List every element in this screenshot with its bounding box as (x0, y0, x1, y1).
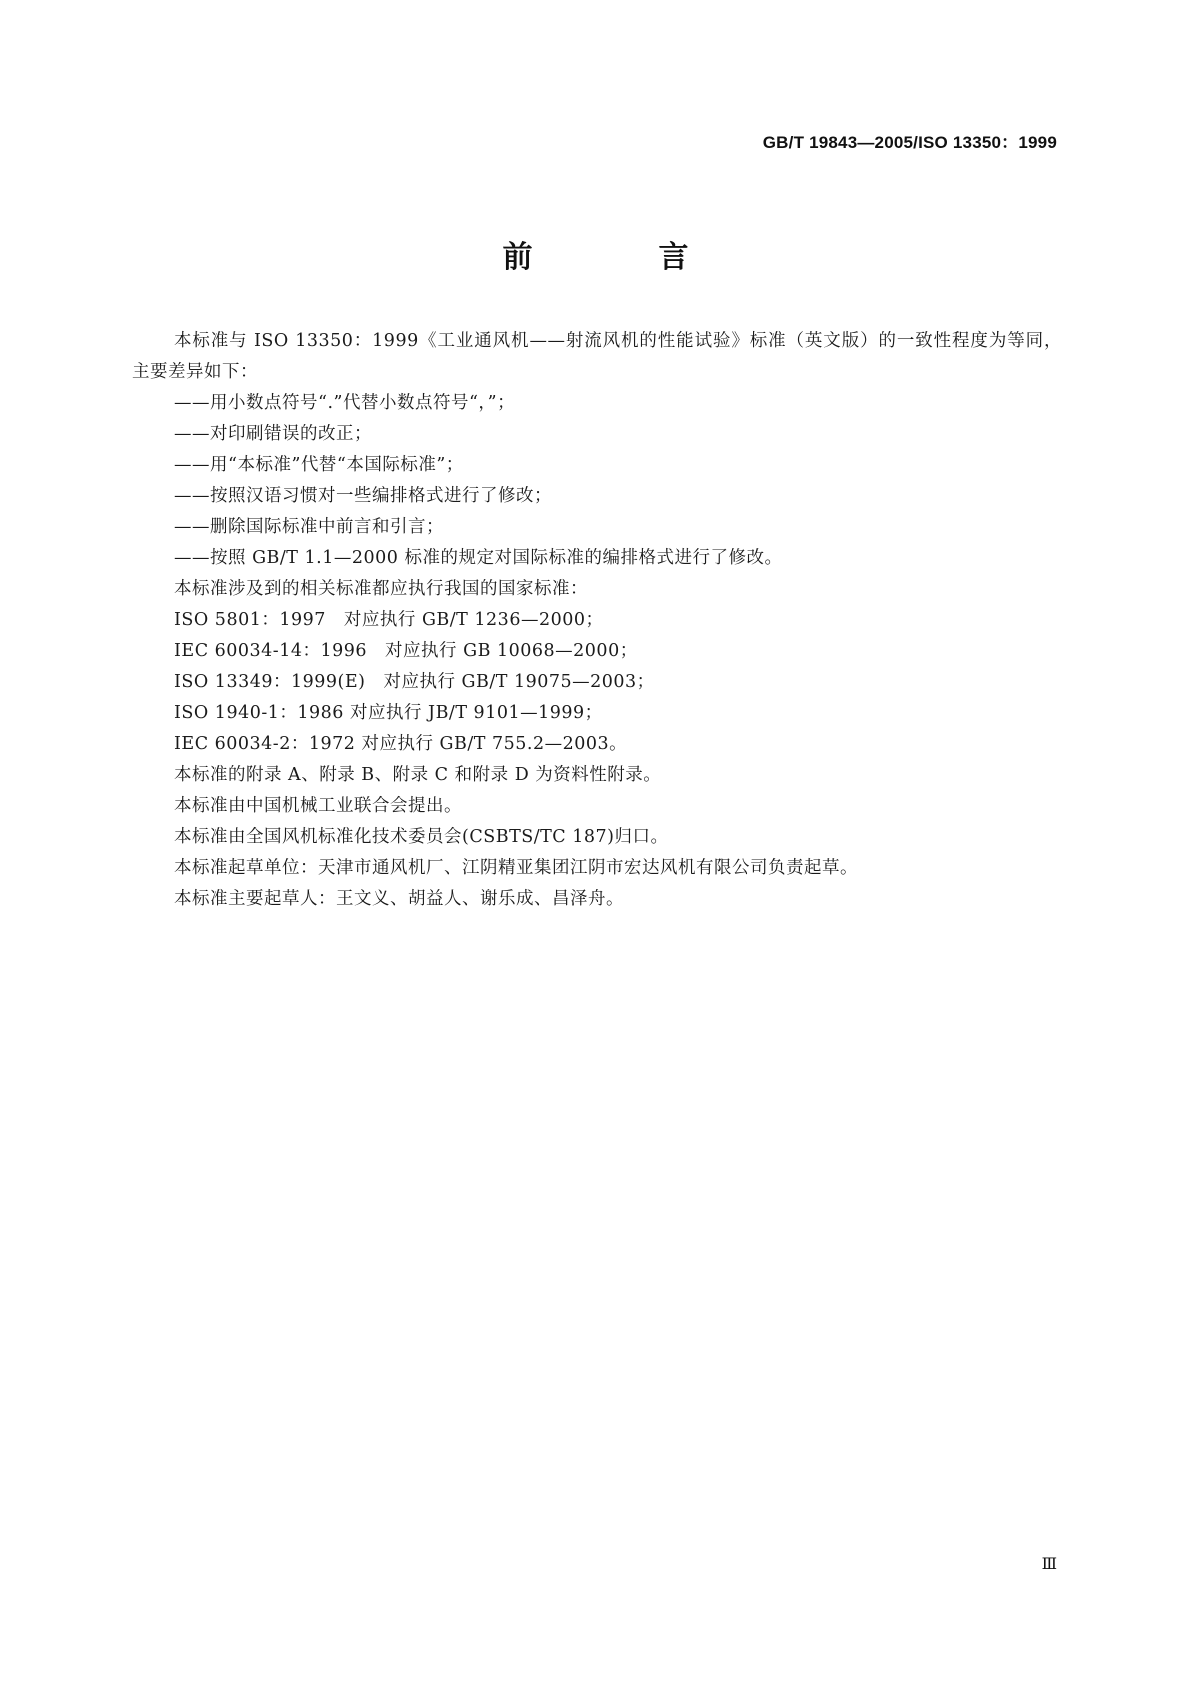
correspondence-item: IEC 60034-2：1972 对应执行 GB/T 755.2—2003。 (174, 734, 628, 754)
difference-item: ——用“本标准”代替“本国际标准”； (174, 455, 464, 475)
page-title: 前 言 (502, 240, 737, 275)
correspondence-item: IEC 60034-14：1996 对应执行 GB 10068—2000； (174, 641, 638, 661)
foreword-body (132, 326, 1062, 915)
standard-code: GB/T 19843—2005/ISO 13350：1999 (762, 133, 1057, 152)
closing-line: 本标准由中国机械工业联合会提出。 (174, 796, 462, 816)
closing-line: 本标准起草单位：天津市通风机厂、江阴精亚集团江阴市宏达风机有限公司负责起草。 (174, 858, 858, 878)
intro-paragraph: 本标准与 ISO 13350：1999《工业通风机——射流风机的性能试验》标准（英文版）的一致性程度为等同，主要差异如下： (132, 331, 1062, 382)
closing-line: 本标准的附录 A、附录 B、附录 C 和附录 D 为资料性附录。 (174, 765, 662, 785)
difference-item: ——按照 GB/T 1.1—2000 标准的规定对国际标准的编排格式进行了修改。 (174, 548, 783, 568)
correspondence-item: ISO 1940-1：1986 对应执行 JB/T 9101—1999； (174, 703, 603, 723)
national-standards-intro: 本标准涉及到的相关标准都应执行我国的国家标准： (174, 579, 588, 599)
difference-item: ——按照汉语习惯对一些编排格式进行了修改； (174, 486, 552, 506)
difference-item: ——删除国际标准中前言和引言； (174, 517, 444, 537)
correspondence-item: ISO 5801：1997 对应执行 GB/T 1236—2000； (174, 610, 604, 630)
page-number: Ⅲ (1041, 1554, 1057, 1573)
difference-item: ——用小数点符号“.”代替小数点符号“，”； (174, 393, 516, 413)
difference-item: ——对印刷错误的改正； (174, 424, 372, 444)
correspondence-item: ISO 13349：1999(E) 对应执行 GB/T 19075—2003； (174, 672, 655, 692)
closing-line: 本标准主要起草人：王文义、胡益人、谢乐成、昌泽舟。 (174, 889, 624, 909)
closing-line: 本标准由全国风机标准化技术委员会(CSBTS/TC 187)归口。 (174, 827, 669, 847)
